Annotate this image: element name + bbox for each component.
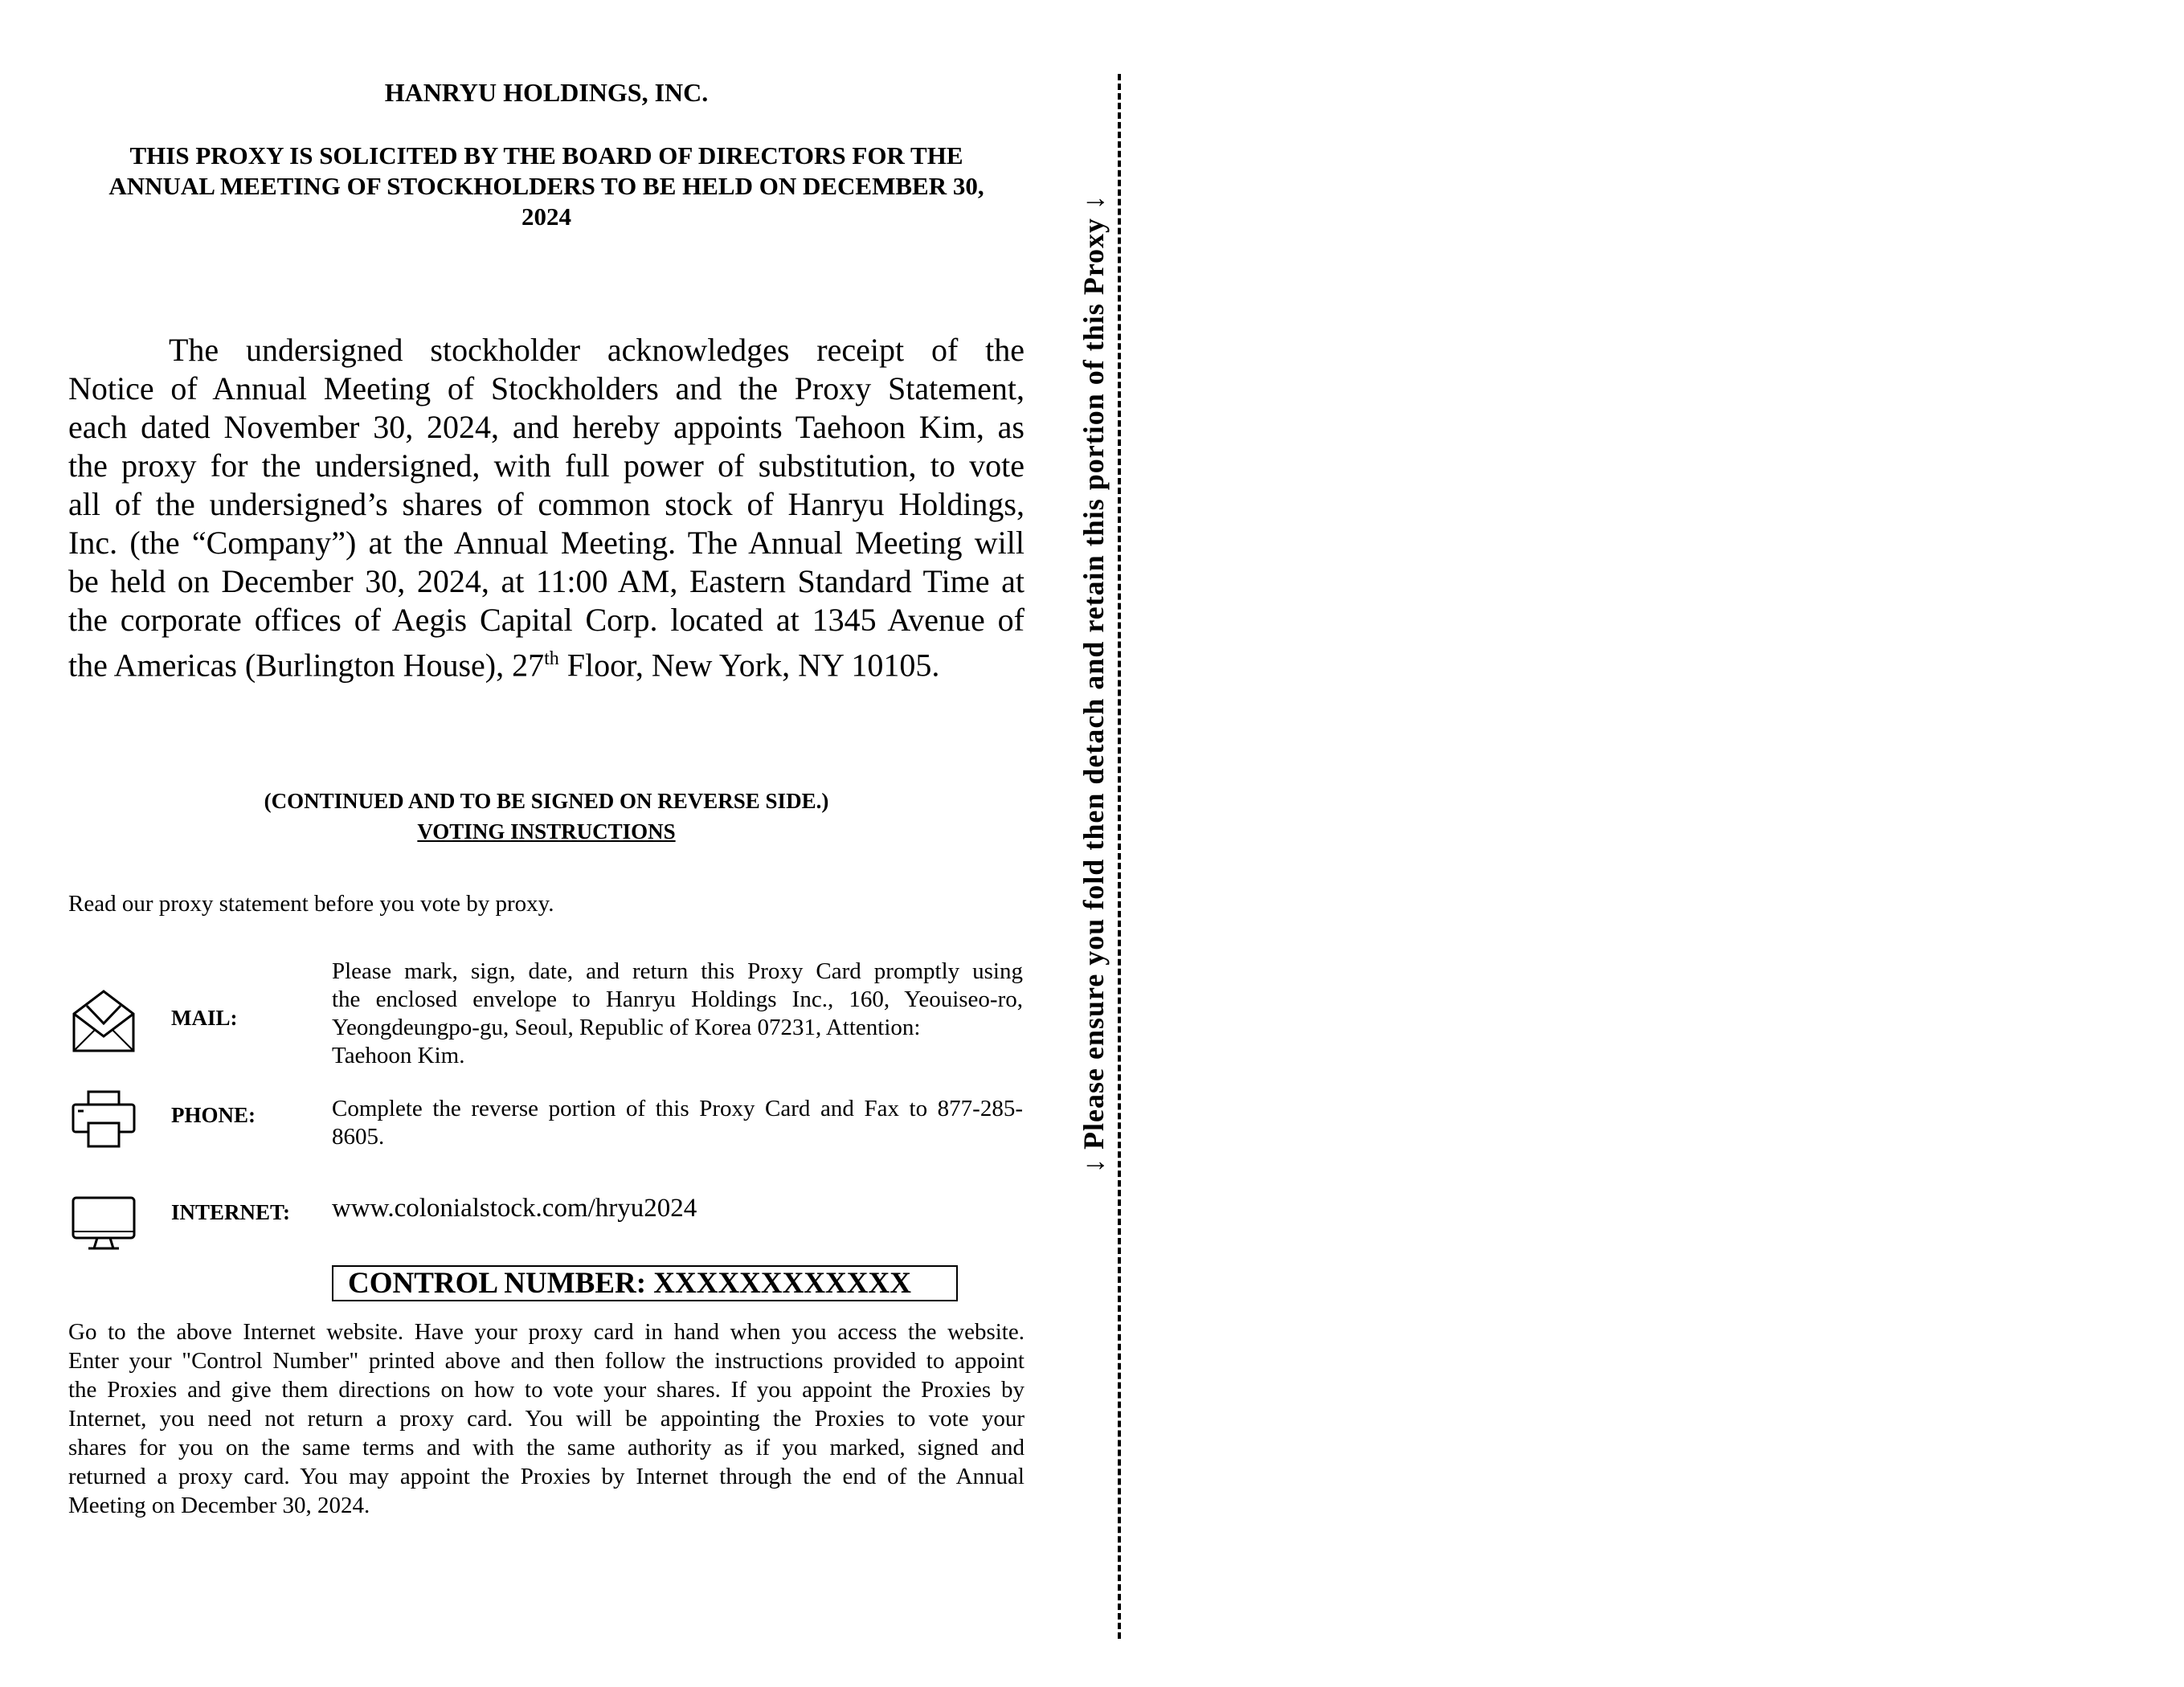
instructions-line: Meeting on December 30, 2024.	[68, 1493, 370, 1518]
internet-url[interactable]: www.colonialstock.com/hryu2024	[332, 1194, 697, 1223]
voting-instructions-title-text: VOTING INSTRUCTIONS	[417, 819, 676, 844]
instructions-line: the Proxies and give them directions on how to vote your shares. If you appoint the Proxies by	[68, 1377, 1025, 1403]
paragraph-line: The undersigned stockholder acknowledges receipt of the	[169, 332, 1025, 368]
mail-label: MAIL:	[171, 1006, 238, 1030]
paragraph-line	[68, 639, 1025, 684]
control-number-box: CONTROL NUMBER: XXXXXXXXXXXX	[332, 1265, 958, 1301]
internet-instructions	[68, 1317, 1025, 1520]
voting-intro: Read our proxy statement before you vote by proxy.	[68, 891, 554, 917]
paragraph-line: Notice of Annual Meeting of Stockholders and the Proxy Statement,	[68, 370, 1025, 406]
paragraph-line: each dated November 30, 2024, and hereby appoints Taehoon Kim, as	[68, 409, 1025, 445]
mail-line: the enclosed envelope to Hanryu Holdings Inc., 160, Yeouiseo-ro,	[332, 986, 1023, 1012]
instructions-line: Enter your "Control Number" printed above and then follow the instructions provided to appoint	[68, 1348, 1025, 1374]
instructions-line: shares for you on the same terms and with the same authority as if you marked, signed and	[68, 1435, 1025, 1460]
envelope-icon	[71, 988, 137, 1054]
internet-label: INTERNET:	[171, 1200, 291, 1224]
mail-instructions	[332, 958, 1023, 1070]
solicitation-line: ANNUAL MEETING OF STOCKHOLDERS TO BE HELD ON DECEMBER 30,	[108, 172, 984, 200]
phone-line: Complete the reverse portion of this Proxy Card and Fax to 877-285-	[332, 1096, 1023, 1121]
proxy-appointment-paragraph	[68, 331, 1025, 684]
mail-line: Yeongdeungpo-gu, Seoul, Republic of Korea 07231, Attention:	[332, 1015, 921, 1040]
address-text: the Americas (Burlington House), 27	[68, 647, 545, 684]
ordinal-suffix: th	[544, 648, 559, 669]
paragraph-line: Inc. (the “Company”) at the Annual Meeting. The Annual Meeting will	[68, 525, 1025, 561]
paragraph-line: all of the undersigned’s shares of common stock of Hanryu Holdings,	[68, 486, 1025, 522]
continued-notice: (CONTINUED AND TO BE SIGNED ON REVERSE SIDE.)	[264, 789, 829, 813]
phone-line: 8605.	[332, 1124, 385, 1150]
mail-line: Taehoon Kim.	[332, 1043, 465, 1068]
solicitation-line: 2024	[521, 202, 571, 231]
detach-dashed-line	[1118, 74, 1121, 1639]
phone-label: PHONE:	[171, 1103, 256, 1127]
instructions-line: returned a proxy card. You may appoint the Proxies by Internet through the end of the Annual	[68, 1464, 1025, 1489]
mail-line: Please mark, sign, date, and return this Proxy Card promptly using	[332, 958, 1023, 984]
instructions-line: Internet, you need not return a proxy card. You will be appointing the Proxies to vote your	[68, 1406, 1025, 1432]
paragraph-line: the proxy for the undersigned, with full power of substitution, to vote	[68, 447, 1025, 484]
address-text: Floor, New York, NY 10105.	[558, 647, 940, 684]
instructions-line: Go to the above Internet website. Have your proxy card in hand when you access the website.	[68, 1319, 1025, 1345]
fax-icon	[71, 1089, 137, 1149]
paragraph-line: the corporate offices of Aegis Capital Corp. located at 1345 Avenue of	[68, 602, 1025, 638]
company-name: HANRYU HOLDINGS, INC.	[384, 78, 709, 107]
detach-note: ↓ Please ensure you fold then detach and retain this portion of this Proxy ↓	[1078, 194, 1110, 1173]
monitor-icon	[71, 1195, 137, 1252]
phone-instructions	[332, 1095, 1023, 1151]
voting-instructions-title	[68, 819, 1025, 844]
solicitation-line: THIS PROXY IS SOLICITED BY THE BOARD OF DIRECTORS FOR THE	[129, 141, 963, 170]
solicitation-heading	[68, 141, 1025, 232]
paragraph-line: be held on December 30, 2024, at 11:00 AM, Eastern Standard Time at	[68, 563, 1025, 599]
